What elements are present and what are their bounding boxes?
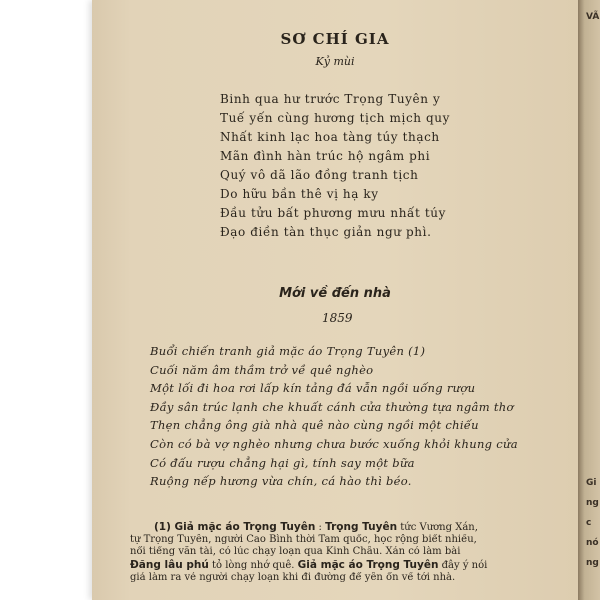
adjacent-page-text: c	[586, 518, 592, 528]
poem-line: Đạo điền tàn thục giản ngư phì.	[220, 225, 432, 239]
poem-line: Do hữu bần thê vị hạ ky	[220, 187, 379, 201]
translation-line: Thẹn chẳng ông già nhà quê nào cùng ngồi một chiếu	[150, 418, 479, 433]
footnote-line: (1) Giả mặc áo Trọng Tuyên : Trọng Tuyên tức Vương Xán,	[154, 521, 478, 533]
footnote-bold: Đăng lâu phú	[130, 558, 209, 571]
poem-line: Binh qua hư trước Trọng Tuyên y	[220, 92, 441, 106]
poem-line: Tuế yến cùng hương tịch mịch quy	[220, 111, 451, 125]
footnote-marker: (1) Giả mặc áo Trọng Tuyên	[154, 521, 316, 533]
poem-line: Đầu tửu bất phương mưu nhất túy	[220, 206, 446, 220]
poem-sino-vietnamese	[220, 90, 450, 242]
footnote-line: tự Trọng Tuyên, người Cao Bình thời Tam quốc, học rộng biết nhiều,	[130, 534, 477, 546]
poem-subtitle: Kỷ mùi	[315, 55, 355, 68]
adjacent-page-text: Gi	[586, 478, 597, 488]
poem-line: Nhất kinh lạc hoa tàng túy thạch	[220, 130, 440, 144]
translation-line: Có đấu rượu chẳng hại gì, tính say một bữa	[150, 455, 415, 470]
footnote-text: tỏ lòng nhớ quê.	[212, 559, 295, 571]
footnote-bold: Giả mặc áo Trọng Tuyên	[297, 558, 439, 571]
translation-title: Mới về đến nhà	[279, 286, 391, 301]
translation-line: Buổi chiến tranh giả mặc áo Trọng Tuyên (1)	[150, 344, 426, 358]
footnote-text: đây ý nói	[441, 559, 488, 571]
footnote	[130, 521, 564, 584]
translation-year: 1859	[322, 311, 353, 325]
translation-line: Ruộng nếp hương vừa chín, cá hào thì béo.	[150, 474, 412, 489]
footnote-line	[130, 559, 564, 572]
translation-line: Còn có bà vợ nghèo nhưng chưa bước xuống khỏi khung cửa	[150, 436, 518, 451]
adjacent-page-text: nó	[586, 538, 599, 548]
poem-translation	[150, 342, 518, 491]
adjacent-page-edge	[578, 0, 600, 600]
adjacent-page-text: ng	[586, 498, 599, 508]
adjacent-page-text: VÃ	[586, 12, 600, 22]
poem-line: Quý vô dã lão đồng tranh tịch	[220, 168, 419, 182]
translation-line: Cuối năm âm thầm trở về quê nghèo	[150, 362, 374, 377]
footnote-line: nổi tiếng văn tài, có lúc chạy loạn qua Kinh Châu. Xán có làm bài	[130, 546, 461, 558]
footnote-name: Trọng Tuyên	[325, 521, 398, 533]
adjacent-page-text: ng	[586, 558, 599, 568]
translation-line: Một lối đi hoa rơi lấp kín tảng đá vẫn ngồi uống rượu	[150, 381, 476, 396]
footnote-line: giả làm ra vẻ người chạy loạn khi đi đường để yên ổn về tới nhà.	[130, 571, 456, 583]
book-page	[92, 0, 578, 600]
poem-title: SƠ CHÍ GIA	[280, 30, 390, 48]
poem-line: Mãn đình hàn trúc hộ ngâm phi	[220, 149, 431, 163]
footnote-text: tức Vương Xán,	[400, 522, 478, 533]
translation-line: Đầy sân trúc lạnh che khuất cánh cửa thường tựa ngâm thơ	[150, 399, 514, 414]
